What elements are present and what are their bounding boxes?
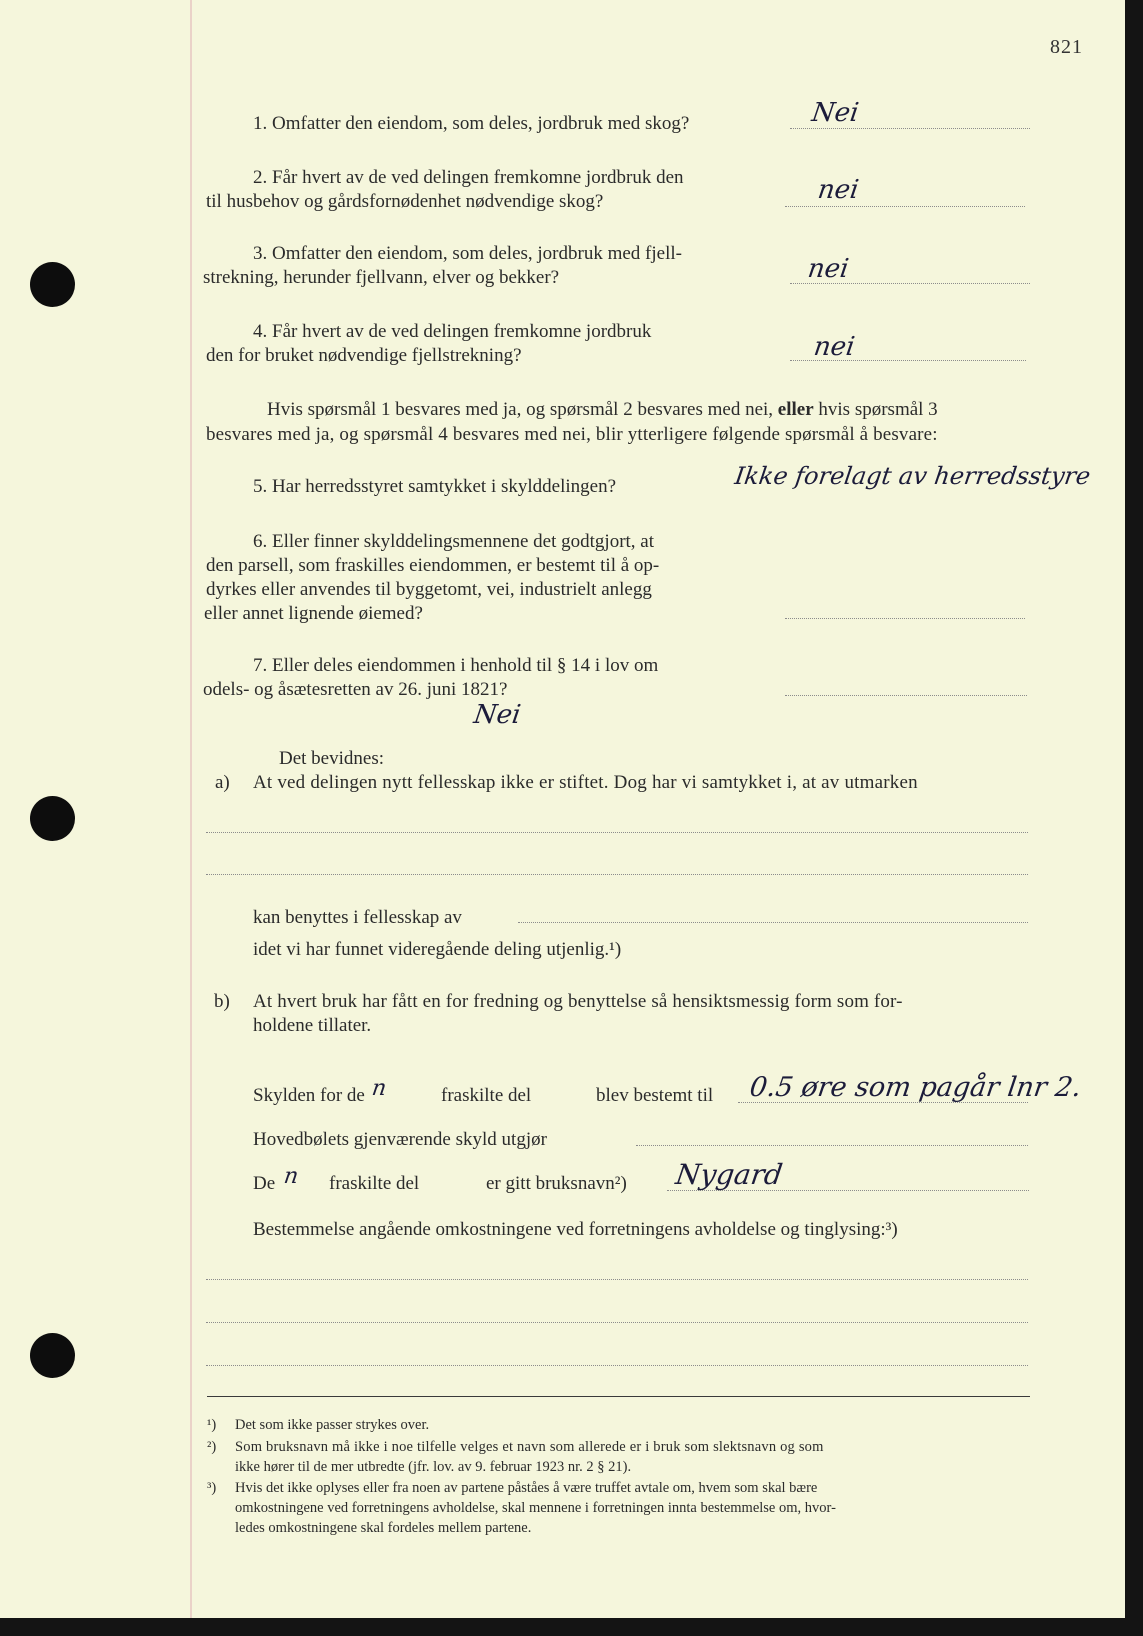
skyld-label-a: Skylden for de [253,1085,365,1106]
bevidnes-a-marker: a) [215,772,230,793]
bruksnavn-label-b: fraskilte del [329,1173,420,1194]
question-3-line1: 3. Omfatter den eiendom, som deles, jordbruk med fjell- [253,243,682,264]
footnote-text: omkostningene ved forretningens avholdelse, skal mennene i forretningen innta bestemmelse om, hvor- [235,1500,836,1516]
footnote-text: Som bruksnavn må ikke i noe tilfelle velges et navn som allerede er i bruk som slektsnavn og som [235,1439,824,1455]
condition-line2: besvares med ja, og spørsmål 4 besvares med nei, blir ytterligere følgende spørsmål å besvare: [206,424,938,445]
answer-line [785,206,1025,207]
answer-line [785,618,1025,619]
question-7-line2: odels- og åsætesretten av 26. juni 1821? [203,679,508,700]
fellesskap-line [518,922,1028,923]
answer-q4: nei [811,332,857,362]
blank-line [206,1322,1028,1323]
bruksnavn-label-c: er gitt bruksnavn²) [486,1173,627,1194]
bevidnes-b-line2: holdene tillater. [253,1015,372,1036]
question-5: 5. Har herredsstyret samtykket i skylddelingen? [253,476,617,497]
answer-q3: nei [805,254,851,284]
blank-line [206,832,1028,833]
bevidnes-heading: Det bevidnes: [279,748,385,769]
footnote-rule [207,1396,1030,1397]
condition-eller: eller [777,399,814,420]
punch-hole [30,1333,75,1378]
skyld-label-c: blev bestemt til [596,1085,714,1106]
answer-q2: nei [815,175,861,205]
question-3-line2: strekning, herunder fjellvann, elver og bekker? [203,267,560,288]
question-6-line2: den parsell, som fraskilles eiendommen, er bestemt til å op- [206,555,660,576]
skyld-handwritten-n: n [370,1076,388,1101]
blank-line [206,874,1028,875]
idet-text: idet vi har funnet videregående deling utjenlig.¹) [253,939,622,960]
skyld-label-b: fraskilte del [441,1085,532,1106]
blank-line [206,1365,1028,1366]
condition-text: hvis spørsmål 3 [813,399,938,420]
footnote-text: Hvis det ikke oplyses eller fra noen av partene påståes å være truffet avtale om, hvem som skal bære [235,1480,818,1496]
bruksnavn-value: Nygard [673,1158,785,1191]
footnote-text: ikke hører til de mer utbredte (jfr. lov. av 9. februar 1923 nr. 2 § 21). [235,1459,632,1475]
blank-line [206,1279,1028,1280]
bevidnes-b-line1: At hvert bruk har fått en for fredning og benyttelse så hensiktsmessig form som for- [253,991,903,1012]
bestemmelse-label: Bestemmelse angående omkostningene ved forretningens avholdelse og tinglysing:³) [253,1219,898,1240]
condition-line1 [267,398,938,422]
answer-line [785,695,1027,696]
hovedbol-line [636,1145,1028,1146]
question-1: 1. Omfatter den eiendom, som deles, jordbruk med skog? [253,113,690,134]
fellesskap-label: kan benyttes i fellesskap av [253,907,462,928]
footnote-text: Det som ikke passer strykes over. [235,1417,430,1433]
footnote-mark: ³) [207,1480,217,1496]
question-7-line1: 7. Eller deles eiendommen i henhold til § 14 i lov om [253,655,659,676]
bruksnavn-label-a: De [253,1173,276,1194]
question-2-line1: 2. Får hvert av de ved delingen fremkomne jordbruk den [253,167,684,188]
condition-text: Hvis spørsmål 1 besvares med ja, og spørsmål 2 besvares med nei, [267,399,778,420]
question-2-line2: til husbehov og gårdsfornødenhet nødvendige skog? [206,191,604,212]
answer-q5: Ikke forelagt av herredsstyre [733,462,1093,490]
answer-q1: Nei [809,98,861,128]
bevidnes-a-text: At ved delingen nytt fellesskap ikke er stiftet. Dog har vi samtykket i, at av utmarken [253,772,918,793]
bruksnavn-handwritten-n: n [282,1164,300,1189]
question-6-line4: eller annet lignende øiemed? [204,603,423,624]
footnote-mark: ¹) [207,1417,217,1433]
punch-hole [30,796,75,841]
hovedbol-label: Hovedbølets gjenværende skyld utgjør [253,1129,547,1150]
question-6-line3: dyrkes eller anvendes til byggetomt, vei, industrielt anlegg [206,579,652,600]
footnote-text: ledes omkostningene skal fordeles mellem partene. [235,1520,532,1536]
question-4-line1: 4. Får hvert av de ved delingen fremkomne jordbruk [253,321,652,342]
margin-line [190,0,192,1618]
bevidnes-b-marker: b) [214,991,230,1012]
question-6-line1: 6. Eller finner skylddelingsmennene det godtgjort, at [253,531,655,552]
question-4-line2: den for bruket nødvendige fjellstrekning? [206,345,522,366]
answer-q7: Nei [471,700,523,730]
skyld-value: 0.5 øre som pagår lnr 2. [747,1072,1084,1103]
punch-hole [30,262,75,307]
answer-line [790,128,1030,129]
page-number: 821 [1050,36,1083,58]
footnote-mark: ²) [207,1439,217,1455]
